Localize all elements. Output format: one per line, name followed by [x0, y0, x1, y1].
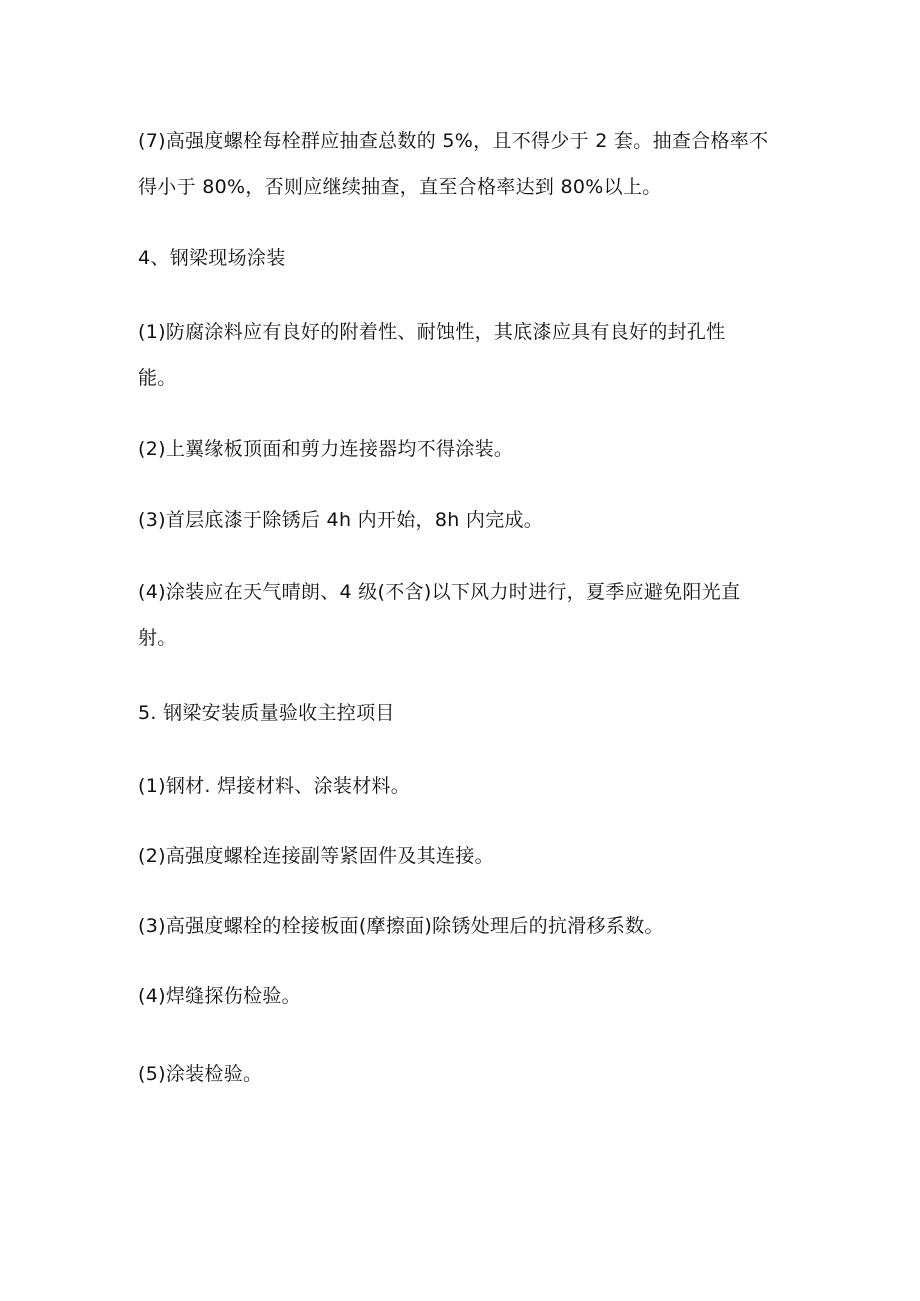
paragraph-acceptance-4	[138, 973, 788, 1019]
text-line: 射。	[138, 627, 177, 649]
text-line: (2)高强度螺栓连接副等紧固件及其连接。	[138, 845, 494, 867]
text-line: (1)防腐涂料应有良好的附着性、耐蚀性，其底漆应具有良好的封孔性	[138, 321, 726, 343]
paragraph-coating-3	[138, 497, 788, 543]
text-line: (4)涂装应在天气晴朗、4 级(不含)以下风力时进行，夏季应避免阳光直	[138, 581, 741, 603]
heading-on-site-coating	[138, 235, 788, 281]
text-line: (5)涂装检验。	[138, 1063, 263, 1085]
text-line: (7)高强度螺栓每栓群应抽查总数的 5%，且不得少于 2 套。抽查合格率不	[138, 130, 769, 152]
paragraph-acceptance-1	[138, 763, 788, 809]
paragraph-coating-1	[138, 309, 788, 401]
heading-quality-acceptance	[138, 690, 788, 736]
text-line: 5. 钢梁安装质量验收主控项目	[138, 702, 395, 724]
paragraph-coating-4	[138, 569, 788, 661]
text-line: 得小于 80%，否则应继续抽查，直至合格率达到 80%以上。	[138, 176, 662, 198]
text-line: (2)上翼缘板顶面和剪力连接器均不得涂装。	[138, 438, 514, 460]
text-line: (3)首层底漆于除锈后 4h 内开始，8h 内完成。	[138, 509, 544, 531]
paragraph-acceptance-2	[138, 833, 788, 879]
text-line: (4)焊缝探伤检验。	[138, 985, 301, 1007]
paragraph-coating-2	[138, 426, 788, 472]
text-line: 4、钢梁现场涂装	[138, 247, 286, 269]
text-line: (3)高强度螺栓的栓接板面(摩擦面)除锈处理后的抗滑移系数。	[138, 915, 664, 937]
paragraph-acceptance-3	[138, 903, 788, 949]
paragraph-bolt-inspection	[138, 118, 788, 210]
paragraph-acceptance-5	[138, 1051, 788, 1097]
text-line: 能。	[138, 367, 177, 389]
text-line: (1)钢材. 焊接材料、涂装材料。	[138, 775, 411, 797]
